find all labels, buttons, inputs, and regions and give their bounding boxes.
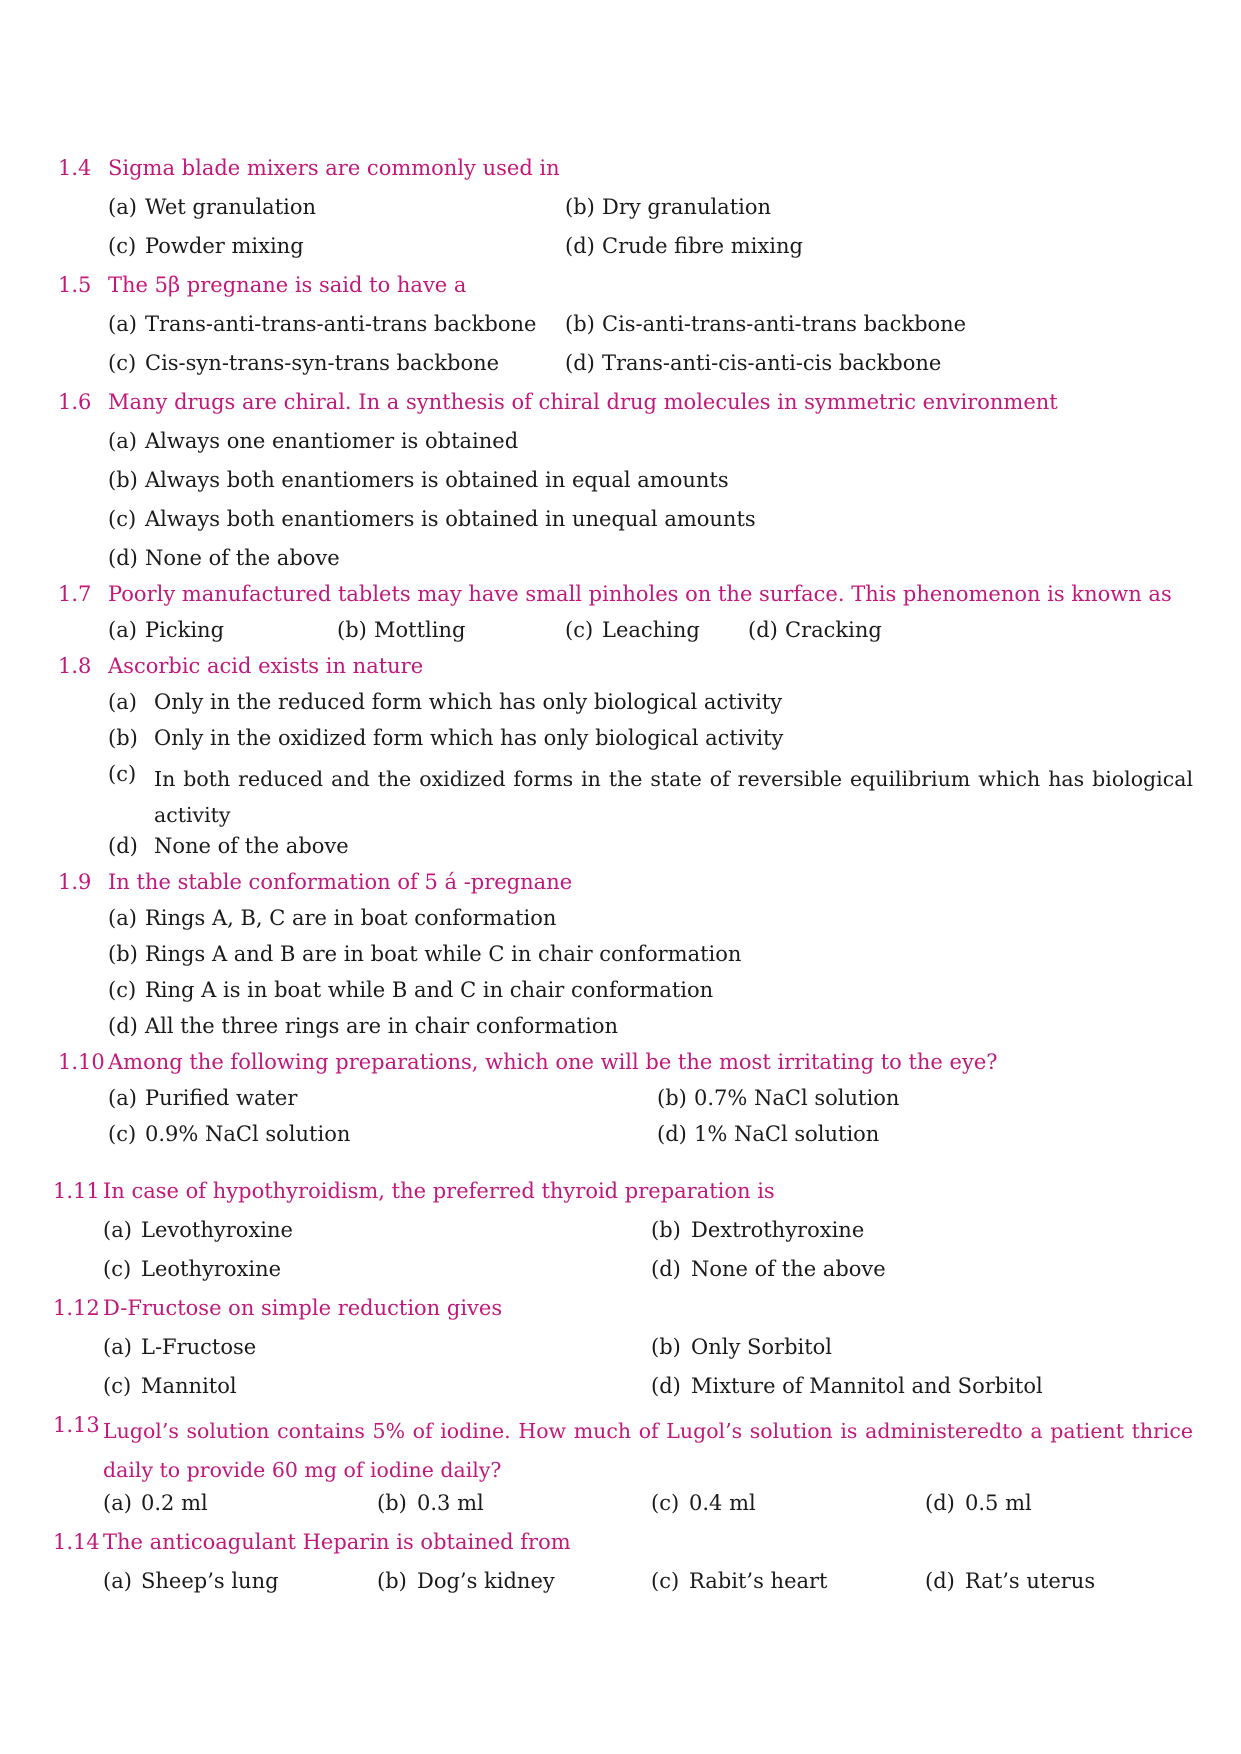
option-label: (a) bbox=[108, 618, 137, 642]
option-text: Leaching bbox=[602, 618, 700, 642]
option-text: L-Fructose bbox=[141, 1335, 257, 1359]
option-label: (d) bbox=[108, 546, 138, 570]
option-label: (a) bbox=[108, 906, 137, 930]
option-text: Ring A is in boat while B and C in chair conformation bbox=[145, 978, 714, 1002]
option-text: Always one enantiomer is obtained bbox=[145, 429, 519, 453]
option-text: None of the above bbox=[691, 1257, 886, 1281]
option-text: Only in the oxidized form which has only biological activity bbox=[154, 726, 784, 750]
option-label: (d) bbox=[657, 1122, 687, 1146]
option-label: (d) bbox=[108, 1014, 138, 1038]
option-label: (c) bbox=[108, 1122, 137, 1146]
option-label: (c) bbox=[103, 1374, 132, 1398]
option-text: Wet granulation bbox=[145, 195, 317, 219]
option-label: (a) bbox=[108, 429, 137, 453]
question-number: 1.5 bbox=[58, 273, 92, 297]
option-text: Purified water bbox=[145, 1086, 298, 1110]
option-text: 0.7% NaCl solution bbox=[694, 1086, 900, 1110]
question-number: 1.13 bbox=[53, 1413, 100, 1437]
option-label: (a) bbox=[108, 690, 137, 714]
option-label: (c) bbox=[108, 234, 137, 258]
option-label: (b) bbox=[337, 618, 367, 642]
question-number: 1.10 bbox=[58, 1050, 105, 1074]
option-label: (d) bbox=[925, 1569, 955, 1593]
option-label: (a) bbox=[108, 195, 137, 219]
question-text: In case of hypothyroidism, the preferred thyroid preparation is bbox=[103, 1179, 775, 1203]
question-number: 1.7 bbox=[58, 582, 92, 606]
question-text: Ascorbic acid exists in nature bbox=[108, 654, 424, 678]
question-text: Among the following preparations, which one will be the most irritating to the eye? bbox=[108, 1050, 998, 1074]
option-text: Mottling bbox=[374, 618, 466, 642]
option-label: (c) bbox=[103, 1257, 132, 1281]
option-text: Rings A and B are in boat while C in chair conformation bbox=[145, 942, 742, 966]
option-text: Rat’s uterus bbox=[965, 1569, 1096, 1593]
option-label: (b) bbox=[651, 1335, 681, 1359]
question-number: 1.6 bbox=[58, 390, 92, 414]
option-text: Always both enantiomers is obtained in unequal amounts bbox=[145, 507, 756, 531]
option-text: Rings A, B, C are in boat conformation bbox=[145, 906, 557, 930]
option-text: Always both enantiomers is obtained in equal amounts bbox=[145, 468, 729, 492]
option-label: (b) bbox=[108, 726, 138, 750]
option-label: (a) bbox=[103, 1218, 132, 1242]
option-label: (c) bbox=[651, 1491, 680, 1515]
option-text: 1% NaCl solution bbox=[694, 1122, 880, 1146]
option-label: (a) bbox=[103, 1491, 132, 1515]
option-label: (b) bbox=[108, 468, 138, 492]
option-label: (c) bbox=[108, 351, 137, 375]
option-text: Only in the reduced form which has only biological activity bbox=[154, 690, 783, 714]
option-text: 0.4 ml bbox=[689, 1491, 756, 1515]
option-text: 0.9% NaCl solution bbox=[145, 1122, 351, 1146]
question-text: Lugol’s solution contains 5% of iodine. How much of Lugol’s solution is administeredto a patient thrice daily to provide 60 mg of iodine daily? bbox=[103, 1419, 1193, 1482]
option-label: (c) bbox=[565, 618, 594, 642]
option-text: Powder mixing bbox=[145, 234, 304, 258]
option-label: (b) bbox=[565, 312, 595, 336]
option-text: Dextrothyroxine bbox=[691, 1218, 865, 1242]
question-text: Poorly manufactured tablets may have small pinholes on the surface. This phenomenon is known as bbox=[108, 582, 1172, 606]
option-text: Rabit’s heart bbox=[689, 1569, 828, 1593]
option-label: (a) bbox=[103, 1569, 132, 1593]
option-text: Cracking bbox=[785, 618, 882, 642]
option-label: (a) bbox=[108, 312, 137, 336]
option-label: (d) bbox=[565, 234, 595, 258]
option-label: (b) bbox=[565, 195, 595, 219]
option-text: Cis-anti-trans-anti-trans backbone bbox=[602, 312, 967, 336]
question-number: 1.14 bbox=[53, 1530, 100, 1554]
option-label: (a) bbox=[103, 1335, 132, 1359]
option-text: 0.2 ml bbox=[141, 1491, 208, 1515]
option-label: (a) bbox=[108, 1086, 137, 1110]
option-text: Dog’s kidney bbox=[417, 1569, 555, 1593]
question-text: The anticoagulant Heparin is obtained from bbox=[103, 1530, 571, 1554]
question-text: Sigma blade mixers are commonly used in bbox=[108, 156, 560, 180]
option-text: In both reduced and the oxidized forms in the state of reversible equilibrium which has biological activity bbox=[154, 767, 1193, 827]
option-label: (c) bbox=[108, 762, 137, 786]
option-text: All the three rings are in chair conformation bbox=[145, 1014, 619, 1038]
option-text: Trans-anti-cis-anti-cis backbone bbox=[602, 351, 942, 375]
option-label: (b) bbox=[108, 942, 138, 966]
question-text: The 5β pregnane is said to have a bbox=[108, 273, 467, 297]
option-label: (d) bbox=[108, 834, 138, 858]
question-number: 1.4 bbox=[58, 156, 92, 180]
question-text: D-Fructose on simple reduction gives bbox=[103, 1296, 503, 1320]
option-text: Levothyroxine bbox=[141, 1218, 293, 1242]
option-text: Dry granulation bbox=[602, 195, 772, 219]
question-number: 1.11 bbox=[53, 1179, 100, 1203]
option-text: 0.5 ml bbox=[965, 1491, 1032, 1515]
option-label: (d) bbox=[651, 1257, 681, 1281]
option-text: Leothyroxine bbox=[141, 1257, 282, 1281]
option-text: Sheep’s lung bbox=[141, 1569, 279, 1593]
question-text: Many drugs are chiral. In a synthesis of chiral drug molecules in symmetric environment bbox=[108, 390, 1058, 414]
option-text: Mixture of Mannitol and Sorbitol bbox=[691, 1374, 1043, 1398]
option-label: (c) bbox=[108, 978, 137, 1002]
option-text: Crude fibre mixing bbox=[602, 234, 803, 258]
question-1-13 bbox=[53, 1412, 1193, 1490]
option-c bbox=[108, 761, 1193, 833]
question-number: 1.12 bbox=[53, 1296, 100, 1320]
option-text: Only Sorbitol bbox=[691, 1335, 833, 1359]
option-label: (d) bbox=[651, 1374, 681, 1398]
option-label: (b) bbox=[377, 1569, 407, 1593]
question-text: In the stable conformation of 5 á -pregnane bbox=[108, 870, 573, 894]
option-label: (c) bbox=[651, 1569, 680, 1593]
option-text: None of the above bbox=[145, 546, 340, 570]
option-label: (b) bbox=[651, 1218, 681, 1242]
option-label: (c) bbox=[108, 507, 137, 531]
option-label: (d) bbox=[565, 351, 595, 375]
option-text: 0.3 ml bbox=[417, 1491, 484, 1515]
option-text: None of the above bbox=[154, 834, 349, 858]
option-text: Cis-syn-trans-syn-trans backbone bbox=[145, 351, 500, 375]
question-number: 1.9 bbox=[58, 870, 92, 894]
question-number: 1.8 bbox=[58, 654, 92, 678]
option-label: (b) bbox=[377, 1491, 407, 1515]
option-label: (d) bbox=[925, 1491, 955, 1515]
option-text: Picking bbox=[145, 618, 225, 642]
option-text: Trans-anti-trans-anti-trans backbone bbox=[145, 312, 537, 336]
option-label: (d) bbox=[748, 618, 778, 642]
option-text: Mannitol bbox=[141, 1374, 237, 1398]
option-label: (b) bbox=[657, 1086, 687, 1110]
